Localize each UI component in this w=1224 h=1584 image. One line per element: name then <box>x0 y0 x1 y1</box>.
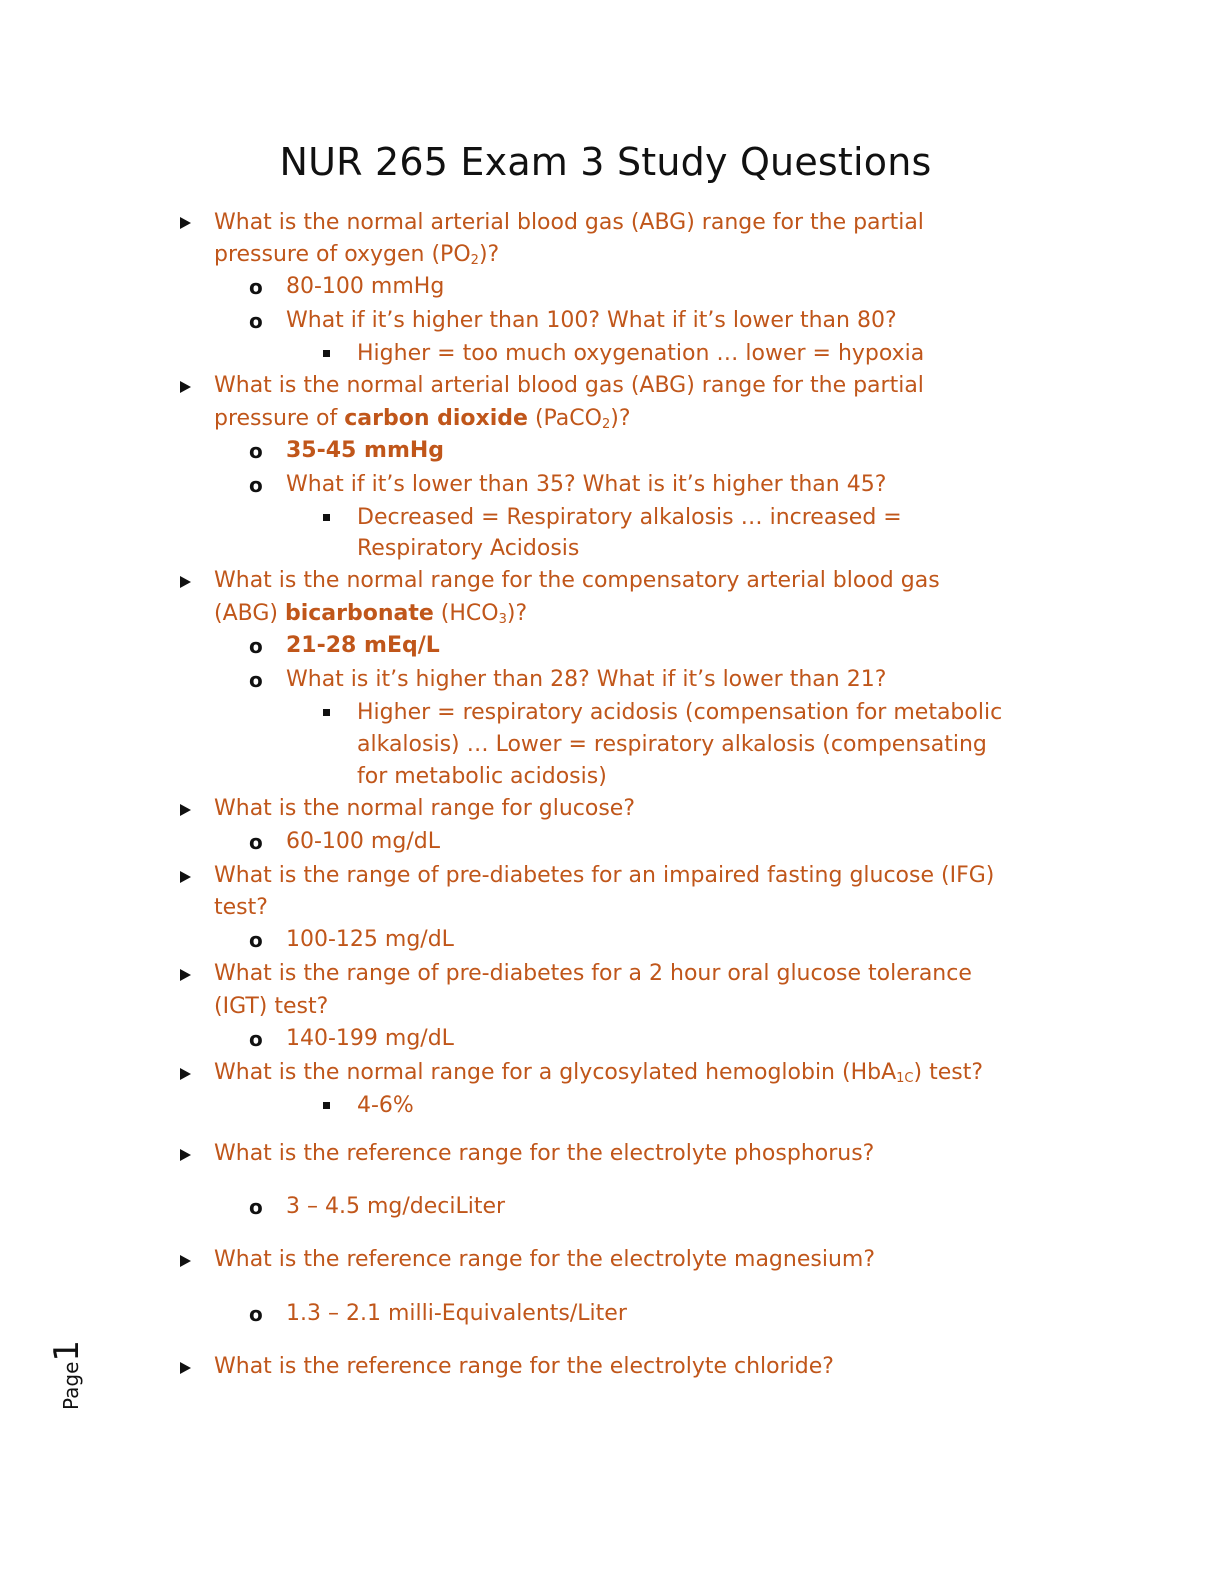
question-6-line-2: (IGT) test? <box>214 994 329 1019</box>
square-bullet-icon <box>323 514 330 521</box>
circle-bullet-icon: o <box>249 830 263 854</box>
circle-bullet-icon: o <box>249 473 263 497</box>
answer-5-range: 100-125 mg/dL <box>286 927 454 952</box>
circle-bullet-icon: o <box>249 1302 263 1326</box>
answer-4-range: 60-100 mg/dL <box>286 829 440 854</box>
circle-bullet-icon: o <box>249 439 263 463</box>
square-bullet-icon <box>323 350 330 357</box>
answer-3-detail-line-3: for metabolic acidosis) <box>357 764 607 789</box>
circle-bullet-icon: o <box>249 928 263 952</box>
question-10-line-1: What is the reference range for the electrolyte chloride? <box>214 1354 834 1379</box>
answer-3-detail-line-1: Higher = respiratory acidosis (compensation for metabolic <box>357 700 1003 725</box>
circle-bullet-icon: o <box>249 1195 263 1219</box>
circle-bullet-icon: o <box>249 634 263 658</box>
question-7-line-1: What is the normal range for a glycosylated hemoglobin (HbA$_{1C}$) test? <box>214 1060 984 1086</box>
answer-1-detail: Higher = too much oxygenation … lower = hypoxia <box>357 341 925 366</box>
question-4-line-1: What is the normal range for glucose? <box>214 796 635 821</box>
answer-1-followup: What if it’s higher than 100? What if it’s lower than 80? <box>286 308 897 333</box>
page-word: Page <box>59 1361 83 1410</box>
circle-bullet-icon: o <box>249 275 263 299</box>
answer-3-detail-line-2: alkalosis) … Lower = respiratory alkalosis (compensating <box>357 732 987 757</box>
page-number-label <box>45 1330 105 1410</box>
arrow-bullet-icon <box>180 871 191 883</box>
square-bullet-icon <box>323 709 330 716</box>
answer-6-range: 140-199 mg/dL <box>286 1026 454 1051</box>
question-5-line-1: What is the range of pre-diabetes for an impaired fasting glucose (IFG) <box>214 863 995 888</box>
square-bullet-icon <box>323 1102 330 1109</box>
arrow-bullet-icon <box>180 1362 191 1374</box>
arrow-bullet-icon <box>180 217 191 229</box>
answer-8-range: 3 – 4.5 mg/deciLiter <box>286 1194 506 1219</box>
question-1-line-1: What is the normal arterial blood gas (ABG) range for the partial <box>214 210 924 235</box>
page-number: 1 <box>47 1339 87 1362</box>
circle-bullet-icon: o <box>249 1027 263 1051</box>
circle-bullet-icon: o <box>249 309 263 333</box>
question-2-line-1: What is the normal arterial blood gas (ABG) range for the partial <box>214 373 924 398</box>
question-8-line-1: What is the reference range for the electrolyte phosphorus? <box>214 1141 875 1166</box>
arrow-bullet-icon <box>180 804 191 816</box>
question-5-line-2: test? <box>214 895 268 920</box>
arrow-bullet-icon <box>180 1068 191 1080</box>
answer-1-range: 80-100 mmHg <box>286 274 445 299</box>
arrow-bullet-icon <box>180 1255 191 1267</box>
question-9-line-1: What is the reference range for the electrolyte magnesium? <box>214 1247 875 1272</box>
answer-2-detail-line-2: Respiratory Acidosis <box>357 536 580 561</box>
question-2-line-2: pressure of carbon dioxide (PaCO$_2$)? <box>214 406 631 432</box>
document-title: NUR 265 Exam 3 Study Questions <box>279 140 932 184</box>
answer-3-range: 21-28 mEq/L <box>286 633 440 658</box>
question-3-line-2: (ABG) bicarbonate $(HCO_3)$? <box>214 601 528 627</box>
answer-2-range: 35-45 mmHg <box>286 438 445 463</box>
arrow-bullet-icon <box>180 969 191 981</box>
question-1-line-2: pressure of oxygen $(PO_2)$? <box>214 242 500 268</box>
arrow-bullet-icon <box>180 576 191 588</box>
answer-9-range: 1.3 – 2.1 milli-Equivalents/Liter <box>286 1301 627 1326</box>
answer-2-detail-line-1: Decreased = Respiratory alkalosis … increased = <box>357 505 902 530</box>
question-3-line-1: What is the normal range for the compensatory arterial blood gas <box>214 568 940 593</box>
answer-3-followup: What is it’s higher than 28? What if it’s lower than 21? <box>286 667 887 692</box>
question-6-line-1: What is the range of pre-diabetes for a 2 hour oral glucose tolerance <box>214 961 972 986</box>
arrow-bullet-icon <box>180 381 191 393</box>
answer-7-range: 4-6% <box>357 1093 414 1118</box>
circle-bullet-icon: o <box>249 668 263 692</box>
arrow-bullet-icon <box>180 1149 191 1161</box>
answer-2-followup: What if it’s lower than 35? What is it’s higher than 45? <box>286 472 887 497</box>
